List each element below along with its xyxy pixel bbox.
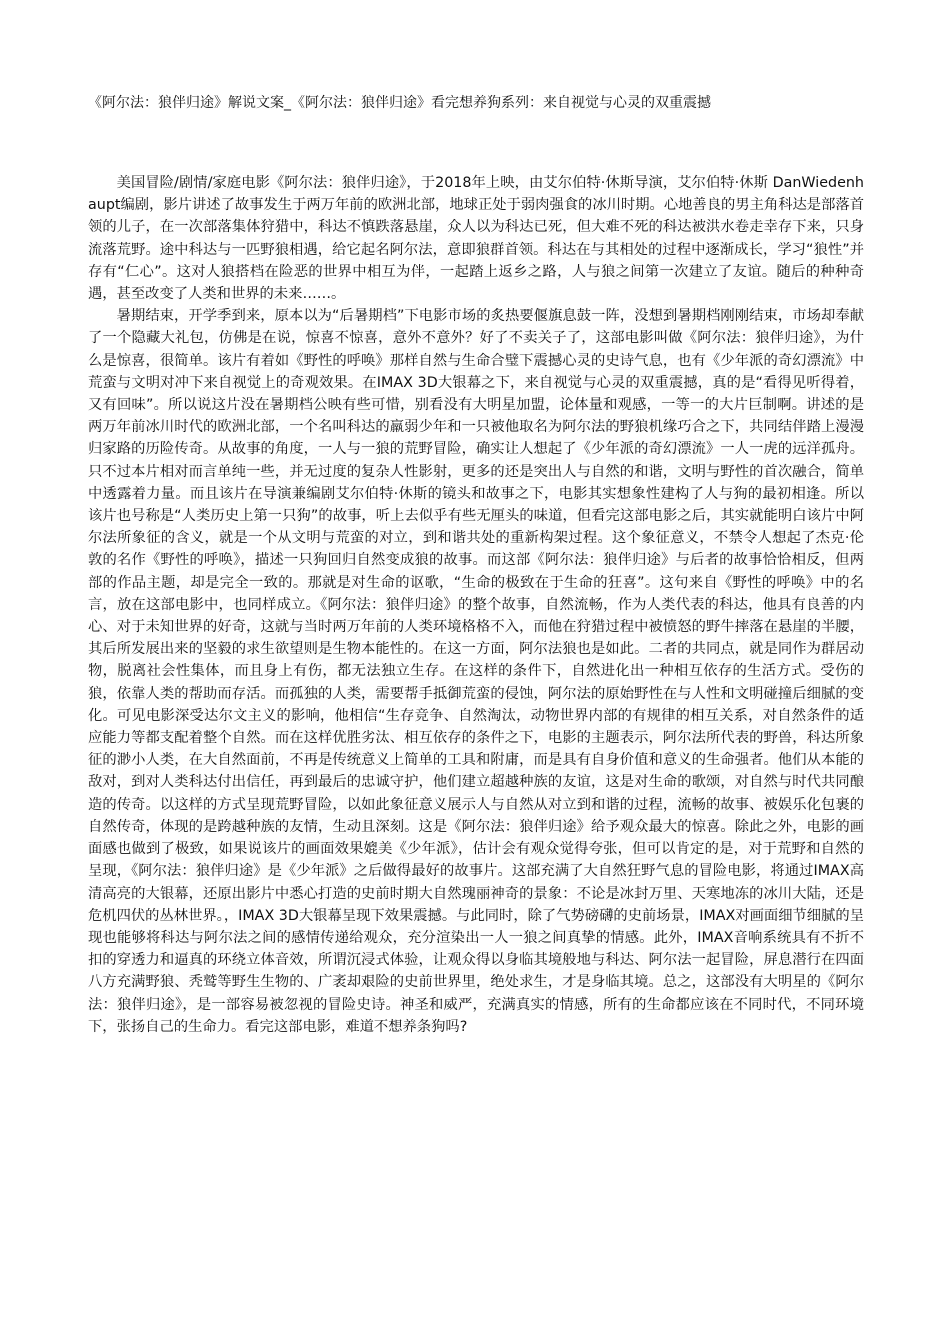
paragraph-synopsis: 美国冒险/剧情/家庭电影《阿尔法：狼伴归途》，于2018年上映，由艾尔伯特·休斯导演，艾尔伯特·休斯 DanWiedenhaupt编剧，影片讲述了故事发生于两万年前的欧洲北部，地球正处于弱肉强食的冰川时期。心地善良的男主角科达是部落首领的儿子，在一次部落集体狩猎中，科达不慎跌落悬崖，众人以为科达已死，但大难不死的科达被洪水卷走幸存下来，只身流落荒野。途中科达与一匹野狼相遇，给它起名阿尔法，意即狼群首领。科达在与其相处的过程中逐渐成长，学习“狼性”并存有“仁心”。这对人狼搭档在险恶的世界中相互为伴，一起踏上返乡之路，人与狼之间第一次建立了友谊。随后的种种奇遇，甚至改变了人类和世界的未来……。: [88, 175, 864, 303]
document-body: [88, 172, 864, 1038]
document-title: 《阿尔法：狼伴归途》解说文案_《阿尔法：狼伴归途》看完想养狗系列：来自视觉与心灵的双重震撼: [88, 95, 711, 111]
paragraph-review: 暑期结束，开学季到来，原本以为“后暑期档”下电影市场的炙热要偃旗息鼓一阵，没想到暑期档刚刚结束，市场却奉献了一个隐藏大礼包，仿佛是在说，惊喜不惊喜，意外不意外？好了不卖关子了，这部电影叫做《阿尔法：狼伴归途》，为什么是惊喜，很简单。该片有着如《野性的呼唤》那样自然与生命合璧下震撼心灵的史诗气息，也有《少年派的奇幻漂流》中荒蛮与文明对冲下来自视觉上的奇观效果。在IMAX 3D大银幕之下，来自视觉与心灵的双重震撼，真的是“看得见听得着，又有回味”。所以说这片没在暑期档公映有些可惜，别看没有大明星加盟，论体量和观感，一等一的大片巨制啊。讲述的是两万年前冰川时代的欧洲北部，一个名叫科达的羸弱少年和一只被他取名为阿尔法的野狼机缘巧合之下，共同结伴踏上漫漫归家路的历险传奇。从故事的角度，一人与一狼的荒野冒险，确实让人想起了《少年派的奇幻漂流》一人一虎的远洋孤舟。只不过本片相对而言单纯一些，并无过度的复杂人性影射，更多的还是突出人与自然的和谐，文明与野性的首次融合，简单中透露着力量。而且该片在导演兼编剧艾尔伯特·休斯的镜头和故事之下，电影其实想象性建构了人与狗的最初相逢。所以该片也号称是“人类历史上第一只狗”的故事，听上去似乎有些无厘头的味道，但看完这部电影之后，其实就能明白该片中阿尔法所象征的含义，就是一个从文明与荒蛮的对立，到和谐共处的重新构架过程。这个象征意义，不禁令人想起了杰克·伦敦的名作《野性的呼唤》，描述一只狗回归自然变成狼的故事。而这部《阿尔法：狼伴归途》与后者的故事恰恰相反，但两部的作品主题，却是完全一致的。那就是对生命的讴歌，“生命的极致在于生命的狂喜”。这句来自《野性的呼唤》中的名言，放在这部电影中，也同样成立。《阿尔法：狼伴归途》的整个故事，自然流畅，作为人类代表的科达，他具有良善的内心、对于未知世界的好奇，这就与当时两万年前的人类环境格格不入，而他在狩猎过程中被愤怒的野牛摔落在悬崖的半腰，其后所发展出来的坚毅的求生欲望则是生物本能性的。在这一方面，阿尔法狼也是如此。二者的共同点，就是同作为群居动物，脱离社会性集体，而且身上有伤，都无法独立生存。在这样的条件下，自然进化出一种相互依存的生活方式。受伤的狼，依靠人类的帮助而存活。而孤独的人类，需要帮手抵御荒蛮的侵蚀，阿尔法的原始野性在与人性和文明碰撞后细腻的变化。可见电影深受达尔文主义的影响，他相信“生存竞争、自然淘汰，动物世界内部的有规律的相互关系，对自然条件的适应能力等都支配着整个自然。而在这样优胜劣汰、相互依存的条件之下，电影的主题表示，阿尔法所代表的野兽，科达所象征的渺小人类，在大自然面前，不再是传统意义上简单的工具和附庸，而是具有自身价值和意义的生命强者。他们从本能的敌对，到对人类科达付出信任，再到最后的忠诚守护，他们建立超越种族的友谊，这是对生命的歌颂，对自然与时代共同酿造的传奇。以这样的方式呈现荒野冒险，以如此象征意义展示人与自然从对立到和谐的过程，流畅的故事、被娱乐化包裹的自然传奇，体现的是跨越种族的友情，生动且深刻。这是《阿尔法：狼伴归途》给予观众最大的惊喜。除此之外，电影的画面感也做到了极致，如果说该片的画面效果媲美《少年派》，估计会有观众觉得夸张，但可以肯定的是，对于荒野和自然的呈现，《阿尔法：狼伴归途》是《少年派》之后做得最好的故事片。这部充满了大自然狂野气息的冒险电影，将通过IMAX高清高亮的大银幕，还原出影片中悉心打造的史前时期大自然瑰丽神奇的景象：不论是冰封万里、天寒地冻的冰川大陆，还是危机四伏的丛林世界。，IMAX 3D大银幕呈现下效果震撼。与此同时，除了气势磅礴的史前场景，IMAX对画面细节细腻的呈现也能够将科达与阿尔法之间的感情传递给观众，充分渲染出一人一狼之间真挚的情感。此外，IMAX音响系统具有不折不扣的穿透力和逼真的环绕立体音效，所谓沉浸式体验，让观众得以身临其境般地与科达、阿尔法一起冒险，屏息潜行在四面八方充满野狼、秃鹫等野生生物的、广袤却艰险的史前世界里，绝处求生，才是身临其境。总之，这部没有大明星的《阿尔法：狼伴归途》，是一部容易被忽视的冒险史诗。神圣和威严，充满真实的情感，所有的生命都应该在不同时代，不同环境下，张扬自己的生命力。看完这部电影，难道不想养条狗吗?: [88, 308, 864, 1035]
